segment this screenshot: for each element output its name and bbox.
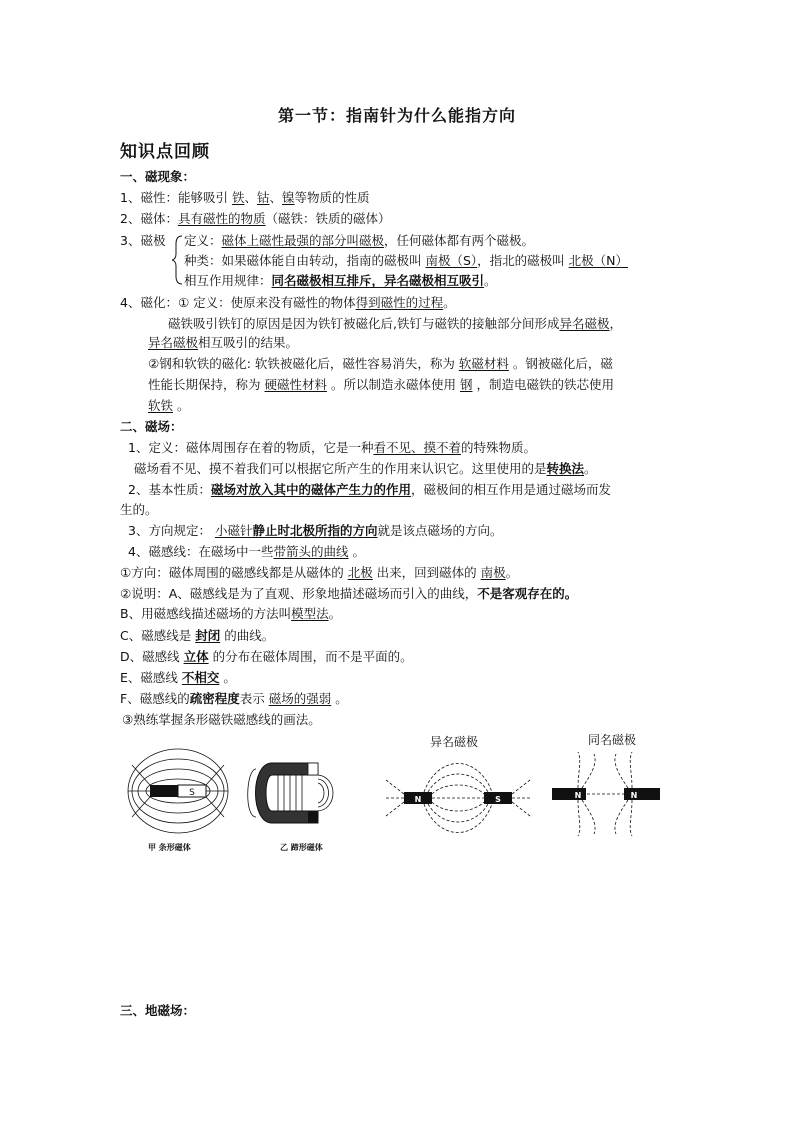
item-magnetization: 4、磁化：① 定义：使原来没有磁性的物体得到磁性的过程。 bbox=[120, 295, 456, 310]
unlike-n-label: N bbox=[414, 795, 422, 804]
item-magnetism: 1、磁性：能够吸引 铁、钴、镍等物质的性质 bbox=[120, 190, 370, 205]
item-field-definition: 1、定义：磁体周围存在着的物质，它是一种看不见、摸不着的特殊物质。 bbox=[128, 440, 536, 455]
like-poles-title: 同名磁极 bbox=[588, 733, 637, 747]
item-lines-note-f: F、磁感线的疏密程度表示 磁场的强弱 。 bbox=[120, 691, 348, 706]
item-field-conversion: 磁场看不见、摸不着我们可以根据它所产生的作用来认识它。这里使用的是转换法。 bbox=[134, 461, 597, 476]
item-magnet: 2、磁体：具有磁性的物质（磁铁：铁质的磁体） bbox=[120, 211, 391, 226]
like-n-label-left: N bbox=[574, 791, 582, 800]
section-subtitle: 知识点回顾 bbox=[120, 142, 210, 162]
page-title: 第一节：指南针为什么能指方向 bbox=[277, 106, 516, 125]
item-lines-drawing: ③熟练掌握条形磁铁磁感线的画法。 bbox=[122, 712, 321, 727]
item-steel-iron-end: 软铁 。 bbox=[148, 398, 190, 413]
item-magnetization-reason: 磁铁吸引铁钉的原因是因为铁钉被磁化后,铁钉与磁铁的接触部分间形成异名磁极， bbox=[168, 316, 623, 331]
item-field-direction: 3、方向规定： 小磁针静止时北极所指的方向就是该点磁场的方向。 bbox=[128, 523, 503, 538]
like-poles-figure bbox=[548, 752, 664, 836]
unlike-poles-figure bbox=[384, 752, 534, 844]
item-pole-types: 种类：如果磁体能自由转动，指南的磁极叫 南极（S），指北的磁极叫 北极（N） bbox=[184, 253, 629, 268]
item-pole-definition: 定义：磁体上磁性最强的部分叫磁极，任何磁体都有两个磁极。 bbox=[184, 233, 535, 248]
item-lines-direction: ①方向：磁体周围的磁感线都是从磁体的 北极 出来，回到磁体的 南极。 bbox=[120, 565, 519, 580]
unlike-poles-title: 异名磁极 bbox=[430, 735, 479, 749]
horseshoe-magnet-caption: 乙 蹄形磁体 bbox=[280, 843, 323, 852]
bar-pole-s-label: S bbox=[189, 788, 195, 798]
item-field-property: 2、基本性质：磁场对放入其中的磁体产生力的作用，磁极间的相互作用是通过磁场而发 bbox=[128, 482, 611, 497]
bar-magnet-figure bbox=[126, 745, 230, 837]
horseshoe-magnet-figure bbox=[242, 755, 338, 831]
item-lines-note-a: ②说明：A、磁感线是为了直观、形象地描述磁场而引入的曲线，不是客观存在的。 bbox=[120, 586, 578, 601]
heading-magnetic-phenomena: 一、磁现象： bbox=[120, 169, 196, 184]
item-magnetic-pole-label: 3、磁极 bbox=[120, 233, 166, 248]
pole-brace bbox=[172, 234, 184, 286]
item-lines-note-b: B、用磁感线描述磁场的方法叫模型法。 bbox=[120, 606, 342, 621]
unlike-s-label: S bbox=[495, 795, 501, 804]
item-magnetization-reason-cont: 异名磁极相互吸引的结果。 bbox=[148, 335, 299, 350]
item-pole-interaction: 相互作用规律：同名磁极相互排斥，异名磁极相互吸引。 bbox=[184, 273, 497, 288]
bar-magnet-caption: 甲 条形磁体 bbox=[148, 843, 191, 852]
item-field-lines: 4、磁感线：在磁场中一些带箭头的曲线 。 bbox=[128, 544, 365, 559]
item-lines-note-c: C、磁感线是 封闭 的曲线。 bbox=[120, 628, 275, 643]
like-n-label-right: N bbox=[630, 791, 638, 800]
item-lines-note-e: E、磁感线 不相交 。 bbox=[120, 670, 236, 685]
heading-magnetic-field: 二、磁场： bbox=[120, 419, 183, 434]
item-field-property-cont: 生的。 bbox=[120, 502, 158, 517]
item-steel-iron-cont: 性能长期保持，称为 硬磁性材料 。所以制造永磁体使用 钢 ，制造电磁铁的铁芯使用 bbox=[148, 377, 614, 392]
heading-earth-magnetic-field: 三、地磁场： bbox=[120, 1003, 196, 1018]
item-lines-note-d: D、磁感线 立体 的分布在磁体周围，而不是平面的。 bbox=[120, 649, 413, 664]
item-steel-iron: ②钢和软铁的磁化: 软铁被磁化后，磁性容易消失，称为 软磁材料 。钢被磁化后，磁 bbox=[148, 356, 613, 371]
